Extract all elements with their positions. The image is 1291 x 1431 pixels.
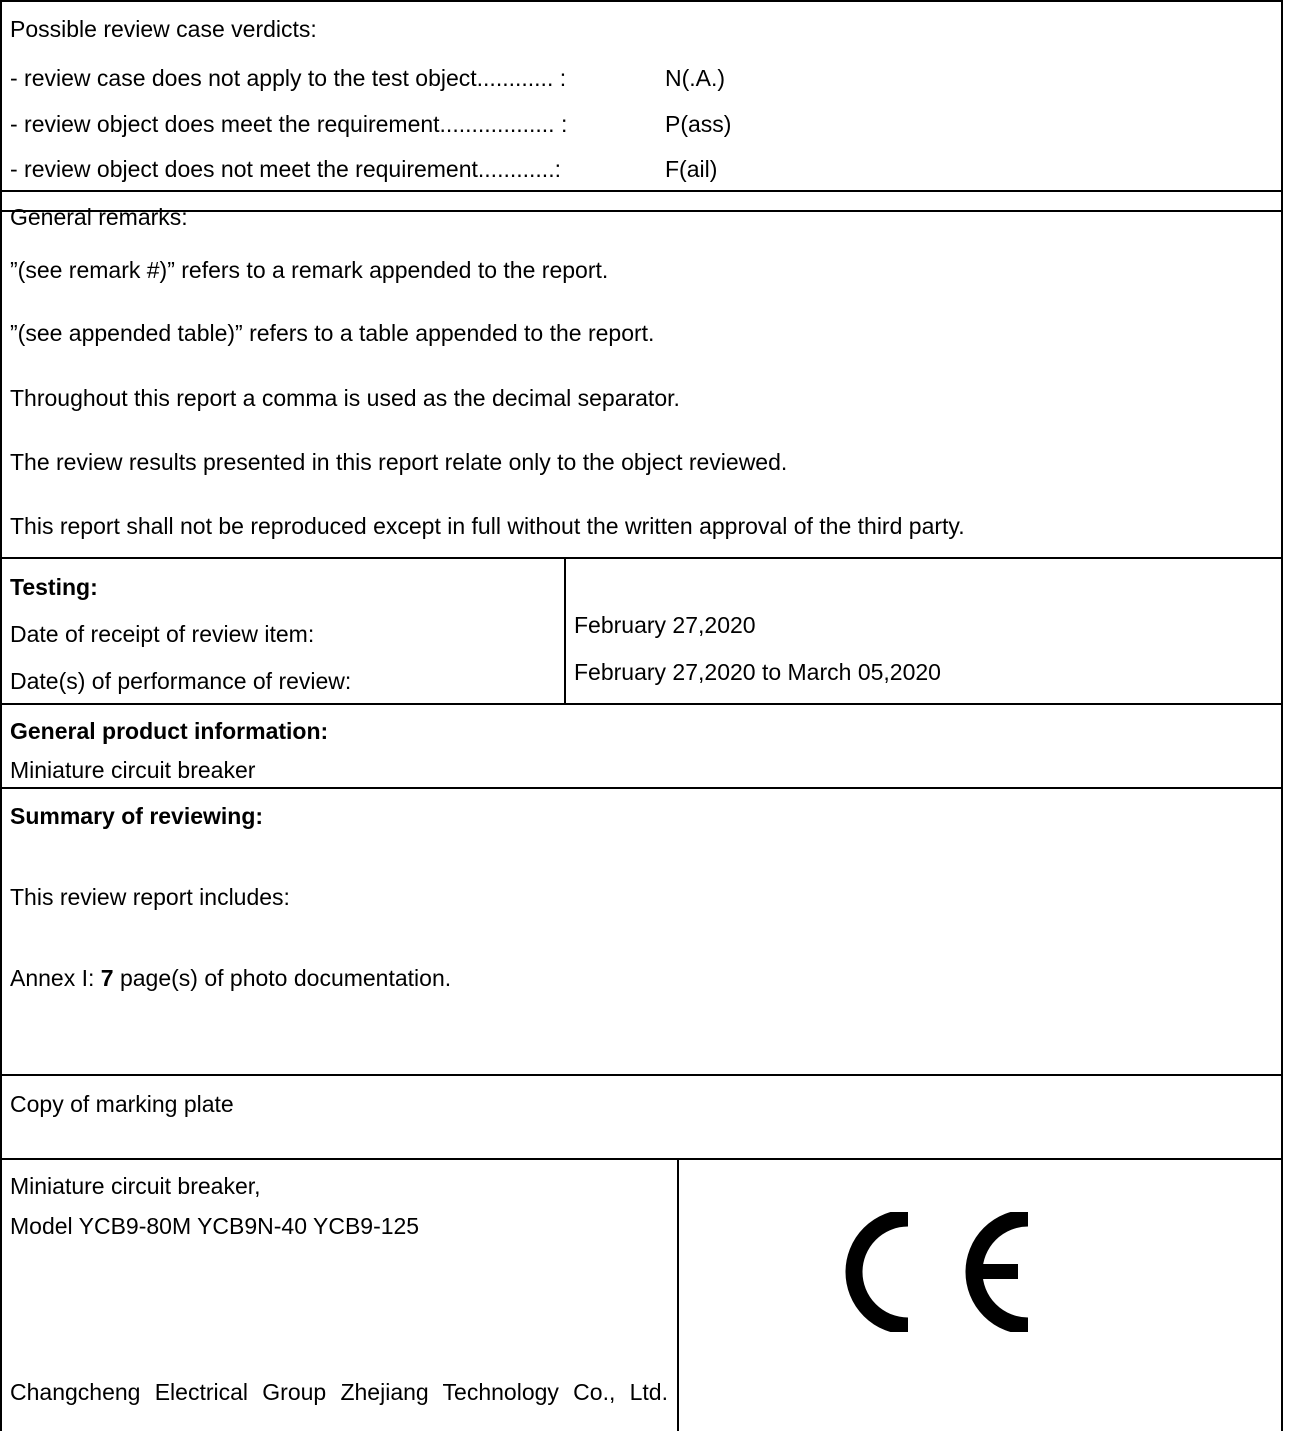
performance-date-label: Date(s) of performance of review: xyxy=(10,668,352,694)
marking-product-name: Miniature circuit breaker, xyxy=(10,1173,261,1199)
verdict-value-fail: F(ail) xyxy=(665,156,718,182)
remark-line: ”(see appended table)” refers to a table appended to the report. xyxy=(10,320,655,346)
annex-suffix: page(s) of photo documentation. xyxy=(113,965,452,991)
marking-manufacturer: Changcheng Electrical Group Zhejiang Technology Co., Ltd. xyxy=(10,1379,668,1405)
verdict-label-fail: - review object does not meet the requirement............: xyxy=(10,156,561,182)
annex-page-count: 7 xyxy=(100,965,114,991)
rule-after-remarks xyxy=(0,557,1283,559)
annex-prefix: Annex I: xyxy=(10,965,101,991)
testing-column-divider xyxy=(564,557,566,705)
testing-heading: Testing: xyxy=(10,574,98,600)
rule-after-marking-heading xyxy=(0,1158,1283,1160)
marking-model-list: Model YCB9-80M YCB9N-40 YCB9-125 xyxy=(10,1213,420,1239)
rule-after-summary xyxy=(0,1074,1283,1076)
report-includes-text: This review report includes: xyxy=(10,884,290,910)
verdicts-heading: Possible review case verdicts: xyxy=(10,16,317,42)
summary-heading: Summary of reviewing: xyxy=(10,803,264,829)
rule-after-testing xyxy=(0,703,1283,705)
performance-date-value: February 27,2020 to March 05,2020 xyxy=(574,659,941,685)
right-border xyxy=(1281,0,1283,1431)
product-heading: General product information: xyxy=(10,718,329,744)
rule-after-remarks-heading xyxy=(0,210,1283,212)
receipt-date-value: February 27,2020 xyxy=(574,612,756,638)
remark-line: The review results presented in this report relate only to the object reviewed. xyxy=(10,449,788,475)
marking-column-divider xyxy=(677,1158,679,1431)
remark-line: ”(see remark #)” refers to a remark appended to the report. xyxy=(10,257,609,283)
top-rule xyxy=(0,0,1283,2)
marking-plate-heading: Copy of marking plate xyxy=(10,1091,234,1117)
left-border xyxy=(0,0,2,1431)
ce-mark-logo xyxy=(810,1212,1035,1332)
verdict-label-na: - review case does not apply to the test object............ : xyxy=(10,65,567,91)
product-value: Miniature circuit breaker xyxy=(10,757,256,783)
verdict-value-na: N(.A.) xyxy=(665,65,726,91)
receipt-date-label: Date of receipt of review item: xyxy=(10,621,315,647)
verdict-value-pass: P(ass) xyxy=(665,111,732,137)
verdict-label-pass: - review object does meet the requirement.................. : xyxy=(10,111,568,137)
remark-line: This report shall not be reproduced except in full without the written approval of the third party. xyxy=(10,513,965,539)
annex-line xyxy=(10,965,451,991)
general-remarks-heading: General remarks: xyxy=(10,204,188,230)
remark-line: Throughout this report a comma is used as the decimal separator. xyxy=(10,385,680,411)
rule-after-verdicts xyxy=(0,190,1283,192)
rule-after-product xyxy=(0,787,1283,789)
